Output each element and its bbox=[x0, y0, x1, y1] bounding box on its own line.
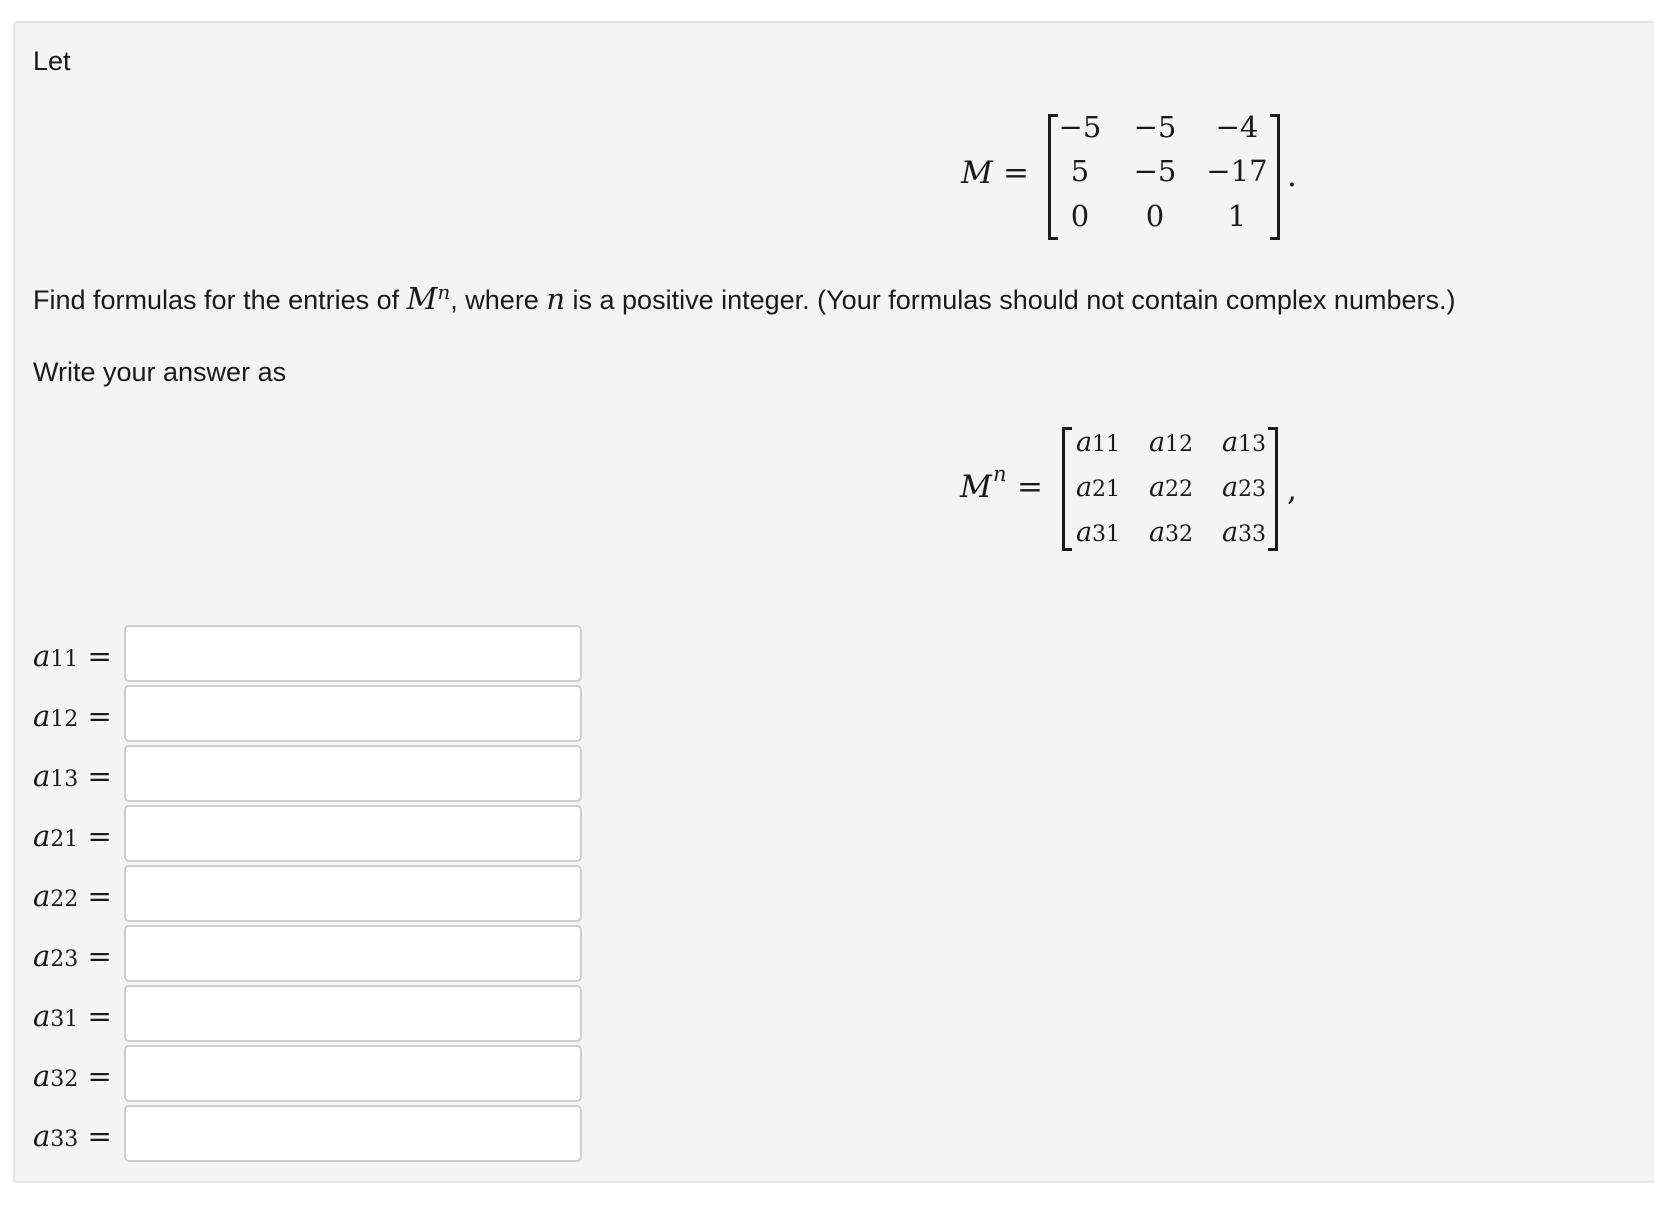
matrix-mn-cell-sub: 31 bbox=[1092, 522, 1121, 547]
matrix-m-lhs: M bbox=[961, 155, 993, 191]
question-m: M bbox=[406, 282, 438, 317]
answer-label-a23: a23 = bbox=[33, 939, 112, 973]
question-part3: is a positive integer. (Your formulas should not contain complex numbers.) bbox=[565, 285, 1456, 315]
matrix-mn-equals: = bbox=[1017, 469, 1043, 505]
matrix-mn-cell-sub: 32 bbox=[1165, 522, 1194, 547]
question-part1: Find formulas for the entries of bbox=[33, 285, 407, 315]
answer-label-a21: a21 = bbox=[33, 819, 112, 853]
answer-input-a22[interactable] bbox=[124, 865, 582, 922]
matrix-mn-cell-var: a bbox=[1075, 472, 1093, 503]
matrix-m-cell: −4 bbox=[1215, 110, 1259, 144]
intro-text: Let bbox=[33, 46, 71, 76]
matrix-mn-cell-sub: 22 bbox=[1165, 477, 1194, 502]
matrix-mn-cell bbox=[1207, 515, 1281, 553]
answer-input-a21[interactable] bbox=[124, 805, 582, 862]
matrix-m-cell: −5 bbox=[1133, 110, 1177, 144]
answer-input-a33[interactable] bbox=[124, 1105, 582, 1162]
matrix-m-cell: 0 bbox=[1070, 199, 1090, 233]
matrix-m-equals: = bbox=[1003, 155, 1029, 191]
answer-label-a13: a13 = bbox=[33, 759, 112, 793]
matrix-mn-cell-sub: 23 bbox=[1238, 477, 1267, 502]
matrix-mn-cell bbox=[1061, 470, 1135, 508]
matrix-mn-cell-var: a bbox=[1221, 427, 1239, 458]
matrix-m-cell: 1 bbox=[1227, 199, 1247, 233]
matrix-mn-cell bbox=[1134, 470, 1208, 508]
matrix-m-period: . bbox=[1287, 158, 1297, 194]
answer-label-a22: a22 = bbox=[33, 879, 112, 913]
answer-input-a12[interactable] bbox=[124, 685, 582, 742]
matrix-mn-comma: , bbox=[1287, 472, 1297, 508]
matrix-m-cell: 0 bbox=[1145, 199, 1165, 233]
matrix-mn-cell bbox=[1134, 425, 1208, 463]
matrix-mn-cell-var: a bbox=[1075, 427, 1093, 458]
matrix-mn-cell bbox=[1061, 425, 1135, 463]
answer-input-a11[interactable] bbox=[124, 625, 582, 682]
matrix-m-cell: 5 bbox=[1070, 154, 1090, 188]
matrix-mn-lhs-sup: n bbox=[993, 462, 1007, 486]
question-n: n bbox=[546, 282, 566, 316]
answer-input-a13[interactable] bbox=[124, 745, 582, 802]
write-as-text: Write your answer as bbox=[33, 357, 287, 387]
answer-label-a33: a33 = bbox=[33, 1119, 112, 1153]
matrix-mn-cell-sub: 13 bbox=[1238, 432, 1267, 457]
matrix-mn-cell-sub: 33 bbox=[1238, 522, 1267, 547]
answer-input-a32[interactable] bbox=[124, 1045, 582, 1102]
matrix-mn-cell-sub: 11 bbox=[1092, 432, 1121, 457]
matrix-mn-cell bbox=[1207, 470, 1281, 508]
question-part2: , where bbox=[450, 285, 547, 315]
matrix-mn-cell-sub: 12 bbox=[1165, 432, 1194, 457]
matrix-mn-cell bbox=[1061, 515, 1135, 553]
matrix-mn-cell-var: a bbox=[1221, 517, 1239, 548]
answer-label-a12: a12 = bbox=[33, 699, 112, 733]
answer-label-a11: a11 = bbox=[33, 639, 112, 673]
question-text bbox=[33, 275, 1455, 317]
matrix-m-cell: −5 bbox=[1133, 154, 1177, 188]
matrix-mn-cell-var: a bbox=[1148, 517, 1166, 548]
matrix-mn-cell bbox=[1134, 515, 1208, 553]
matrix-mn-cell-var: a bbox=[1075, 517, 1093, 548]
matrix-mn-cell-var: a bbox=[1148, 427, 1166, 458]
answer-input-a31[interactable] bbox=[124, 985, 582, 1042]
answer-label-a32: a32 = bbox=[33, 1059, 112, 1093]
answer-label-a31: a31 = bbox=[33, 999, 112, 1033]
matrix-m-cell: −17 bbox=[1206, 154, 1268, 188]
question-n-sup: n bbox=[437, 280, 451, 304]
matrix-m-cell: −5 bbox=[1058, 110, 1102, 144]
answer-input-a23[interactable] bbox=[124, 925, 582, 982]
matrix-mn-cell-sub: 21 bbox=[1092, 477, 1121, 502]
matrix-mn-lhs: M bbox=[960, 469, 992, 505]
matrix-mn-cell bbox=[1207, 425, 1281, 463]
matrix-mn-cell-var: a bbox=[1148, 472, 1166, 503]
matrix-mn-cell-var: a bbox=[1221, 472, 1239, 503]
